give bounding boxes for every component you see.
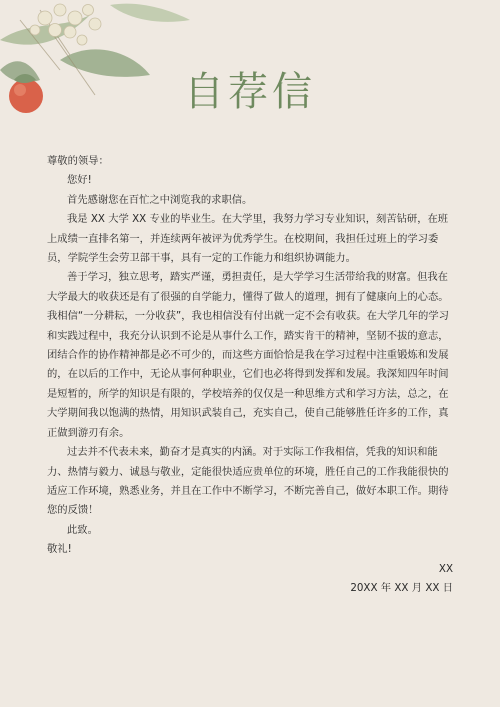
signature: XX xyxy=(438,562,453,575)
paragraph-1: 首先感谢您在百忙之中浏览我的求职信。 xyxy=(67,193,253,206)
paragraph-5: 此致。 xyxy=(67,523,98,536)
closing: 敬礼! xyxy=(47,543,72,556)
salutation: 尊敬的领导： xyxy=(47,155,109,167)
paragraph-4: 过去并不代表未来，勤奋才是真实的内涵。对于实际工作我相信，凭我的知识和能力、热情与毅力、诚恳与敬业，定能很快适应贵单位的环境，胜任自己的工作我能很快的适应工作环境，熟悉业务，并且在工作中不断学习，不断完善自己，做好本职工作。期待您的反馈！ xyxy=(47,446,449,517)
greeting: 您好! xyxy=(67,174,92,187)
paragraph-2: 我是 XX 大学 XX 专业的毕业生。在大学里，我努力学习专业知识，刻苦钻研，在班上成绩一直排名第一，并连续两年被评为优秀学生。在校期间，我担任过班上的学习委员，学院学生会劳卫部干事，具有一定的工作能力和组织协调能力。 xyxy=(47,213,449,265)
paragraph-3: 善于学习，独立思考，踏实严谨，勇担责任，是大学学习生活带给我的财富。但我在大学最大的收获还是有了很强的自学能力，懂得了做人的道理，拥有了健康向上的心态。我相信“一分耕耘，一分收获”，我也相信没有付出就一定不会有收获。在大学几年的学习和实践过程中，我充分认识到不论是从事什么工作，踏实肯干的精神，坚韧不拔的意志，团结合作的协作精神都是必不可少的，而这些方面恰恰是我在学习过程中注重锻炼和发展的，在以后的工作中，无论从事何种职业，它们也必将得到发挥和发展。我深知四年时间是短暂的，所学的知识是有限的，学校培养的仅仅是一种思维方式和学习方法，总之，在大学期间我以饱满的热情，用知识武装自己，充实自己，使自己能够胜任许多的工作，真正做到游刃有余。 xyxy=(47,271,449,439)
date: 20XX 年 XX 月 XX 日 xyxy=(350,581,453,594)
letter-body xyxy=(47,152,453,598)
page-title: 自荐信 xyxy=(184,69,316,115)
